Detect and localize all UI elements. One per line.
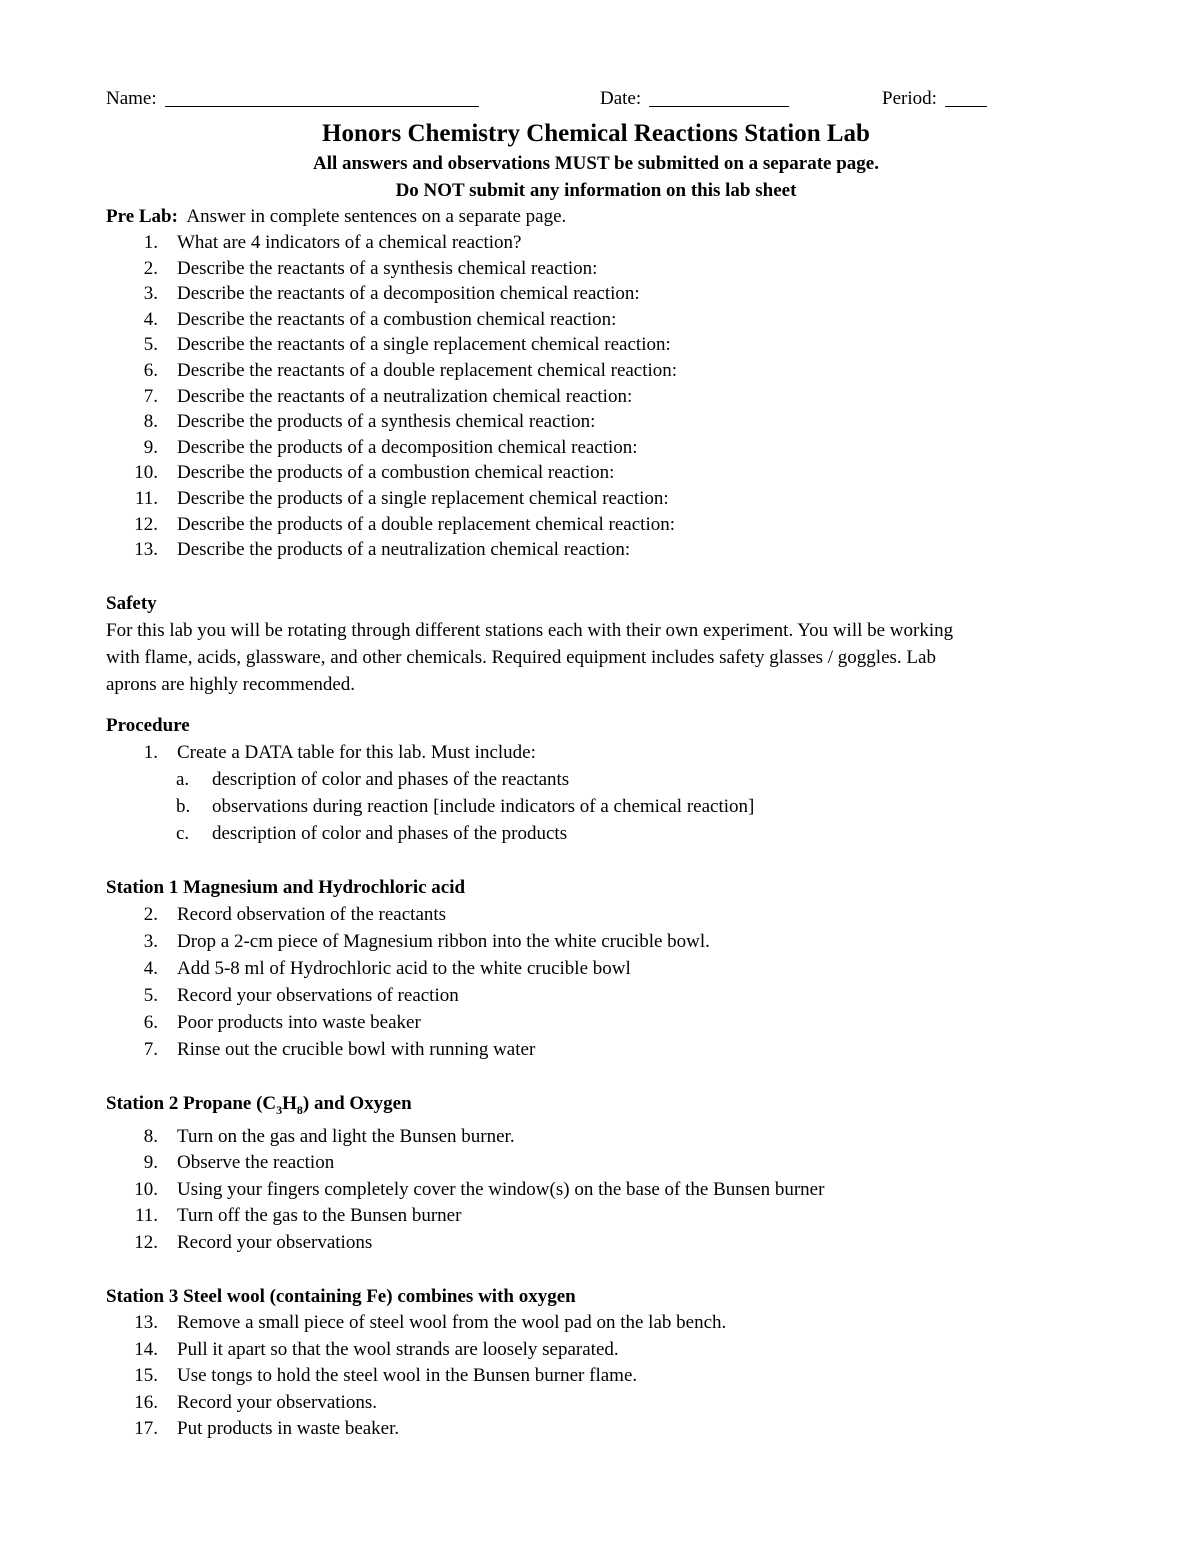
safety-line: aprons are highly recommended. — [106, 673, 356, 695]
list-item: 14. Pull it apart so that the wool strands are loosely separated. — [134, 1338, 619, 1360]
safety-heading: Safety — [106, 592, 157, 614]
list-item: 11. Describe the products of a single replacement chemical reaction: — [134, 487, 669, 509]
prelab-intro — [106, 204, 1086, 230]
list-item: 7. Describe the reactants of a neutralization chemical reaction: — [143, 385, 633, 407]
procedure-list — [106, 739, 1086, 766]
list-item: 10. Describe the products of a combustion chemical reaction: — [134, 462, 615, 484]
list-item: 2. Record observation of the reactants — [143, 903, 447, 925]
list-item: b. observations during reaction [include indicators of a chemical reaction] — [176, 795, 755, 817]
name-blank[interactable] — [165, 88, 479, 107]
station1-list — [106, 901, 1086, 1063]
list-item: 10. Using your fingers completely cover the window(s) on the base of the Bunsen burner — [134, 1178, 825, 1200]
station2-heading: Station 2 Propane $(C_3H_8)$ and Oxygen — [106, 1092, 412, 1117]
list-item: 12. Record your observations — [134, 1231, 373, 1253]
list-item: 11. Turn off the gas to the Bunsen burner — [134, 1205, 462, 1227]
page-title: Honors Chemistry Chemical Reactions Station Lab — [322, 120, 870, 147]
list-item: 6. Poor products into waste beaker — [143, 1011, 421, 1033]
subtitle-do-not-submit: Do NOT submit any information on this lab sheet — [395, 180, 797, 201]
header-fields — [106, 88, 1086, 116]
name-field — [106, 88, 479, 110]
procedure-heading: Procedure — [106, 714, 190, 736]
list-item: 12. Describe the products of a double replacement chemical reaction: — [134, 513, 675, 535]
prelab-instruction: Answer in complete sentences on a separate page. — [186, 206, 567, 227]
safety-line: with flame, acids, glassware, and other chemicals. Required equipment includes safety glasses / goggles. Lab — [106, 646, 936, 668]
safety-line: For this lab you will be rotating through different stations each with their own experiment. You will be working — [106, 619, 954, 641]
list-item: 13. Describe the products of a neutralization chemical reaction: — [134, 539, 631, 561]
date-blank[interactable] — [649, 88, 789, 107]
period-label: Period: — [882, 88, 937, 109]
list-item: c. description of color and phases of the products — [176, 822, 568, 844]
list-item: 3. Describe the reactants of a decomposition chemical reaction: — [143, 283, 640, 305]
list-item: 9. Observe the reaction — [143, 1152, 335, 1174]
list-item: 8. Turn on the gas and light the Bunsen burner. — [143, 1125, 515, 1147]
list-item: 5. Describe the reactants of a single replacement chemical reaction: — [143, 334, 671, 356]
list-item: 4. Describe the reactants of a combustion chemical reaction: — [143, 308, 617, 330]
name-label: Name: — [106, 88, 157, 109]
list-item: 5. Record your observations of reaction — [143, 984, 459, 1006]
list-item: 1. Create a DATA table for this lab. Must include: — [143, 741, 536, 763]
list-item: 16. Record your observations. — [134, 1391, 377, 1413]
worksheet-page — [106, 88, 1086, 1443]
procedure-sublist — [106, 766, 1086, 847]
period-blank[interactable] — [945, 88, 987, 107]
list-item: 8. Describe the products of a synthesis chemical reaction: — [143, 411, 596, 433]
prelab-label: Pre Lab: — [106, 206, 178, 227]
list-item: 7. Rinse out the crucible bowl with running water — [143, 1038, 536, 1060]
list-item: 9. Describe the products of a decomposition chemical reaction: — [143, 436, 638, 458]
station3-heading: Station 3 Steel wool (containing Fe) combines with oxygen — [106, 1286, 576, 1308]
list-item: 3. Drop a 2-cm piece of Magnesium ribbon into the white crucible bowl. — [143, 930, 710, 952]
subtitle-submit-separate: All answers and observations MUST be submitted on a separate page. — [313, 153, 879, 174]
date-field — [600, 88, 789, 110]
list-item: 2. Describe the reactants of a synthesis chemical reaction: — [143, 257, 598, 279]
date-label: Date: — [600, 88, 642, 109]
station2-list — [106, 1124, 1086, 1257]
list-item: 4. Add 5-8 ml of Hydrochloric acid to the white crucible bowl — [143, 957, 631, 979]
period-field — [882, 88, 987, 110]
list-item: 6. Describe the reactants of a double replacement chemical reaction: — [143, 359, 678, 381]
list-item: 1. What are 4 indicators of a chemical reaction? — [143, 232, 522, 253]
list-item: 13. Remove a small piece of steel wool from the wool pad on the lab bench. — [134, 1312, 727, 1334]
list-item: 17. Put products in waste beaker. — [134, 1418, 400, 1440]
list-item: a. description of color and phases of the reactants — [176, 768, 570, 790]
prelab-list — [106, 230, 1086, 563]
station3-list — [106, 1310, 1086, 1443]
station1-heading: Station 1 Magnesium and Hydrochloric acid — [106, 876, 466, 898]
list-item: 15. Use tongs to hold the steel wool in the Bunsen burner flame. — [134, 1365, 638, 1387]
